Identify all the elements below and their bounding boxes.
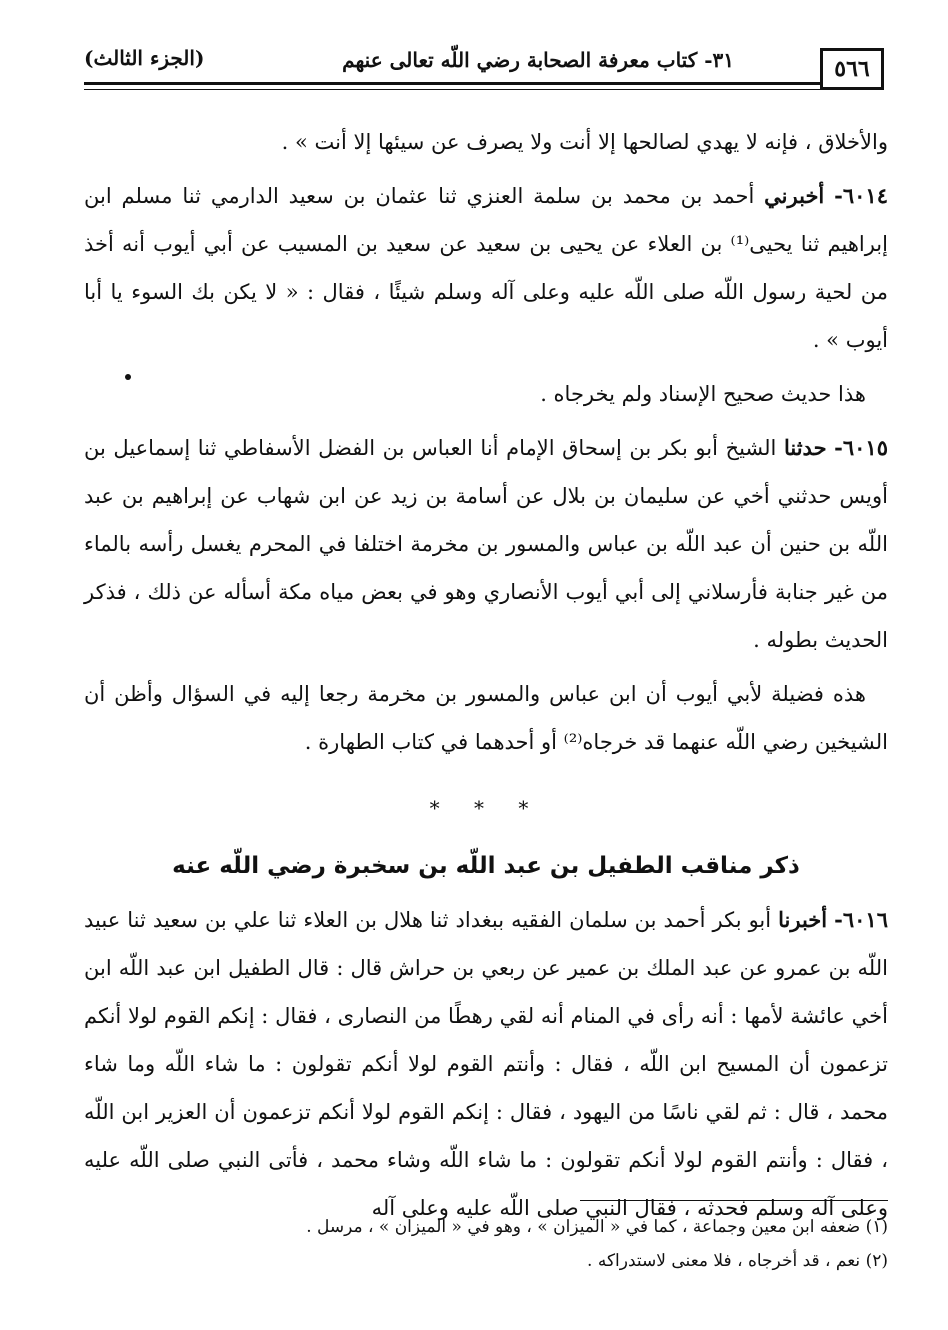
- footnotes: [84, 1210, 888, 1278]
- hadith-6015: [84, 424, 888, 664]
- hadith-keyword: حدثنا: [783, 435, 827, 460]
- paragraph-continuation: [84, 118, 888, 166]
- footnote-1: (١) ضعفه ابن معين وجماعة ، كما في « الميزان » ، وهو في « الميزان » ، مرسل .: [306, 1217, 888, 1237]
- main-text: [84, 118, 888, 1232]
- volume-label: (الجزء الثالث): [84, 46, 205, 70]
- hadith-number: ٦٠١٤-: [834, 183, 888, 208]
- commentary-paragraph: [84, 670, 888, 766]
- header-rule-thin: [84, 89, 820, 90]
- hadith-number: ٦٠١٦-: [834, 907, 888, 932]
- paragraph-text: هذه فضيلة لأبي أيوب أن ابن عباس والمسور بن مخرمة رجعا إليه في السؤال وأظن أن الشيخين رضي اللّه عنهما قد خرجاه⁽²⁾ أو أحدهما في كتاب الطهارة .: [84, 682, 888, 754]
- hadith-6016: [84, 896, 888, 1232]
- hadith-keyword: أخبرني: [764, 183, 825, 208]
- hadith-text: أحمد بن محمد بن سلمة العنزي ثنا عثمان بن سعيد الدارمي ثنا مسلم ابن إبراهيم ثنا يحيى⁽¹⁾ بن العلاء عن يحيى بن سعيد عن سعيد بن المسيب عن أبي أيوب أنه أخذ من لحية رسول اللّه صلى اللّه عليه وعلى آله وسلم شيئًا ، فقال : « لا يكن بك السوء يا أبا أيوب » .: [84, 184, 888, 352]
- hadith-text: الشيخ أبو بكر بن إسحاق الإمام أنا العباس بن الفضل الأسفاطي ثنا إسماعيل بن أويس حدثني أخي عن سليمان بن بلال عن أسامة بن زيد عن ابن شهاب عن إبراهيم بن عبد اللّه بن حنين أن عبد اللّه بن عباس والمسور بن مخرمة اختلفا في المحرم يغسل رأسه بالماء من غير جنابة فأرسلاني إلى أبي أيوب الأنصاري وهو في بعض مياه مكة أسأله عن ذلك ، فذكر الحديث بطوله .: [84, 436, 888, 652]
- paragraph-text: والأخلاق ، فإنه لا يهدي لصالحها إلا أنت ولا يصرف عن سيئها إلا أنت » .: [281, 130, 888, 154]
- hadith-text: أبو بكر أحمد بن سلمان الفقيه ببغداد ثنا هلال بن العلاء ثنا علي بن سعيد ثنا عبيد اللّه بن عمرو عن عبد الملك بن عمير عن ربعي بن حراش قال : قال الطفيل ابن عبد اللّه ابن أخي عائشة لأمها : أنه رأى في المنام أنه لقي رهطًا من النصارى ، فقال : إنكم القوم لولا أنكم تزعمون أن المسيح ابن اللّه ، فقال : وأنتم القوم لولا أنكم تقولون : ما شاء اللّه وما شاء محمد ، قال : ثم لقي ناسًا من اليهود ، فقال : إنكم القوم لولا أنكم تزعمون أن العزير ابن اللّه ، فقال : وأنتم القوم لولا أنكم تقولون : ما شاء اللّه وشاء محمد ، فأتى النبي صلى اللّه عليه وعلى آله وسلم فحدثه ، فقال النبي صلى اللّه عليه وعلى آله: [84, 908, 888, 1220]
- hadith-number: ٦٠١٥-: [834, 435, 888, 460]
- section-title: ذكر مناقب الطفيل بن عبد اللّه بن سخبرة رضي اللّه عنه: [172, 853, 800, 879]
- header-rule-thick: [84, 82, 820, 85]
- hadith-keyword: أخبرنا: [778, 907, 828, 932]
- page-header: [84, 40, 884, 100]
- grading-note: [84, 370, 888, 418]
- page-number: ٥٦٦: [820, 48, 884, 90]
- hadith-6014: [84, 172, 888, 364]
- chapter-title: ٣١- كتاب معرفة الصحابة رضي اللّه تعالى عنهم: [342, 48, 734, 72]
- section-separator: * * *: [429, 796, 543, 820]
- paragraph-text: هذا حديث صحيح الإسناد ولم يخرجاه .: [540, 382, 866, 406]
- footnote-rule: [580, 1200, 888, 1201]
- footnote-2: (٢) نعم ، قد أخرجاه ، فلا معنى لاستدراكه .: [587, 1251, 888, 1271]
